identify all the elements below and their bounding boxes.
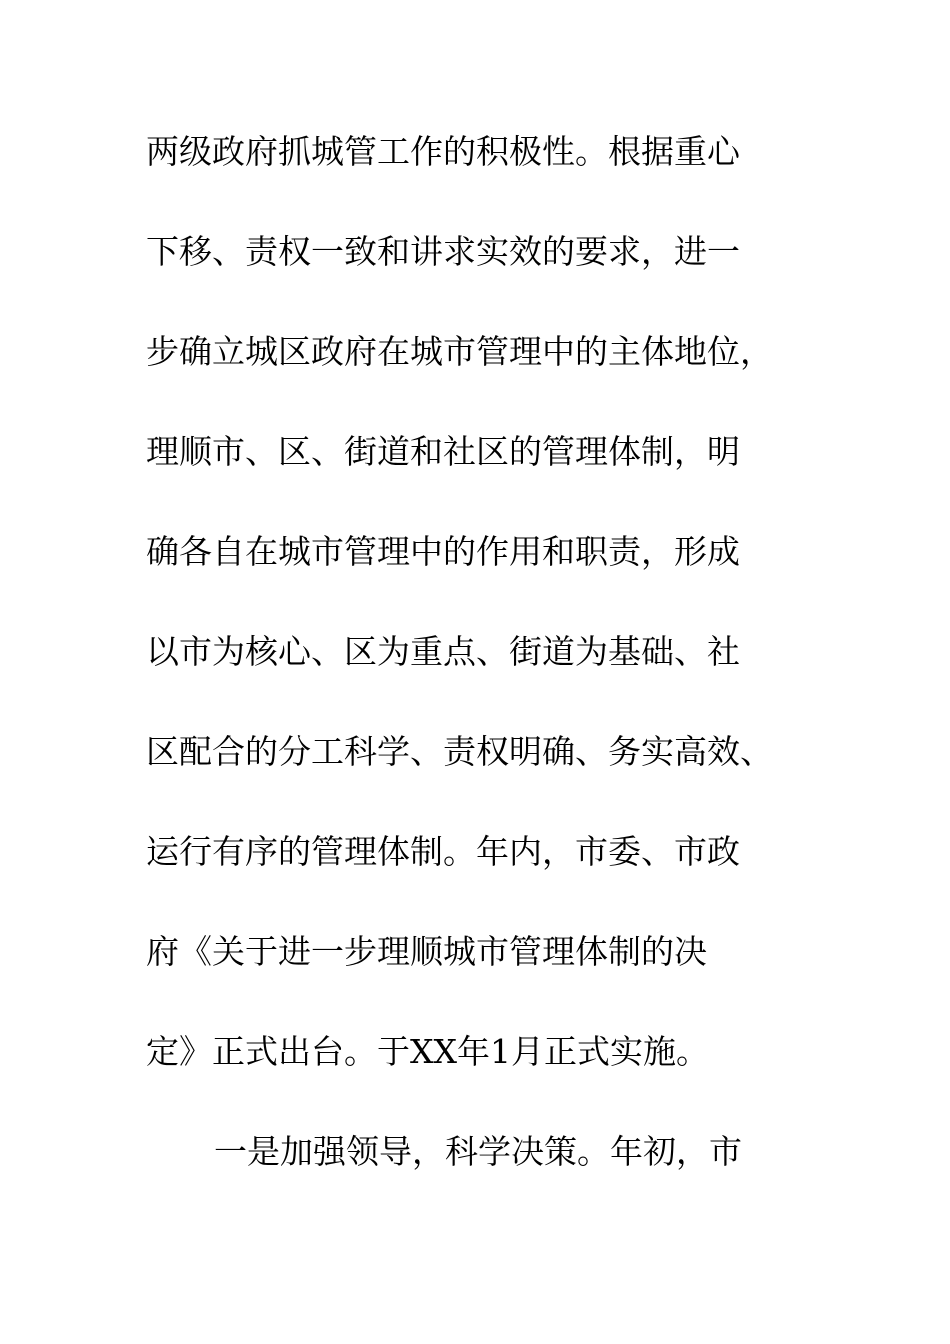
paragraph-line-10: 定》正式出台。于XX年1月正式实施。: [146, 1032, 709, 1071]
paragraph-line-6: 以市为核心、区为重点、街道为基础、社: [146, 632, 740, 671]
paragraph-line-1: 两级政府抓城管工作的积极性。根据重心: [146, 132, 740, 171]
paragraph-line-7: 区配合的分工科学、责权明确、务实高效、: [146, 732, 773, 771]
paragraph-line-5: 确各自在城市管理中的作用和职责，形成: [146, 532, 740, 571]
paragraph-line-9: 府《关于进一步理顺城市管理体制的决: [146, 932, 707, 971]
paragraph-line-8: 运行有序的管理体制。年内，市委、市政: [146, 832, 740, 871]
paragraph-line-4: 理顺市、区、街道和社区的管理体制，明: [146, 432, 740, 471]
paragraph-line-3: 步确立城区政府在城市管理中的主体地位，: [146, 332, 773, 371]
paragraph-line-11: 一是加强领导，科学决策。年初，市: [214, 1132, 742, 1171]
paragraph-line-2: 下移、责权一致和讲求实效的要求，进一: [146, 232, 740, 271]
